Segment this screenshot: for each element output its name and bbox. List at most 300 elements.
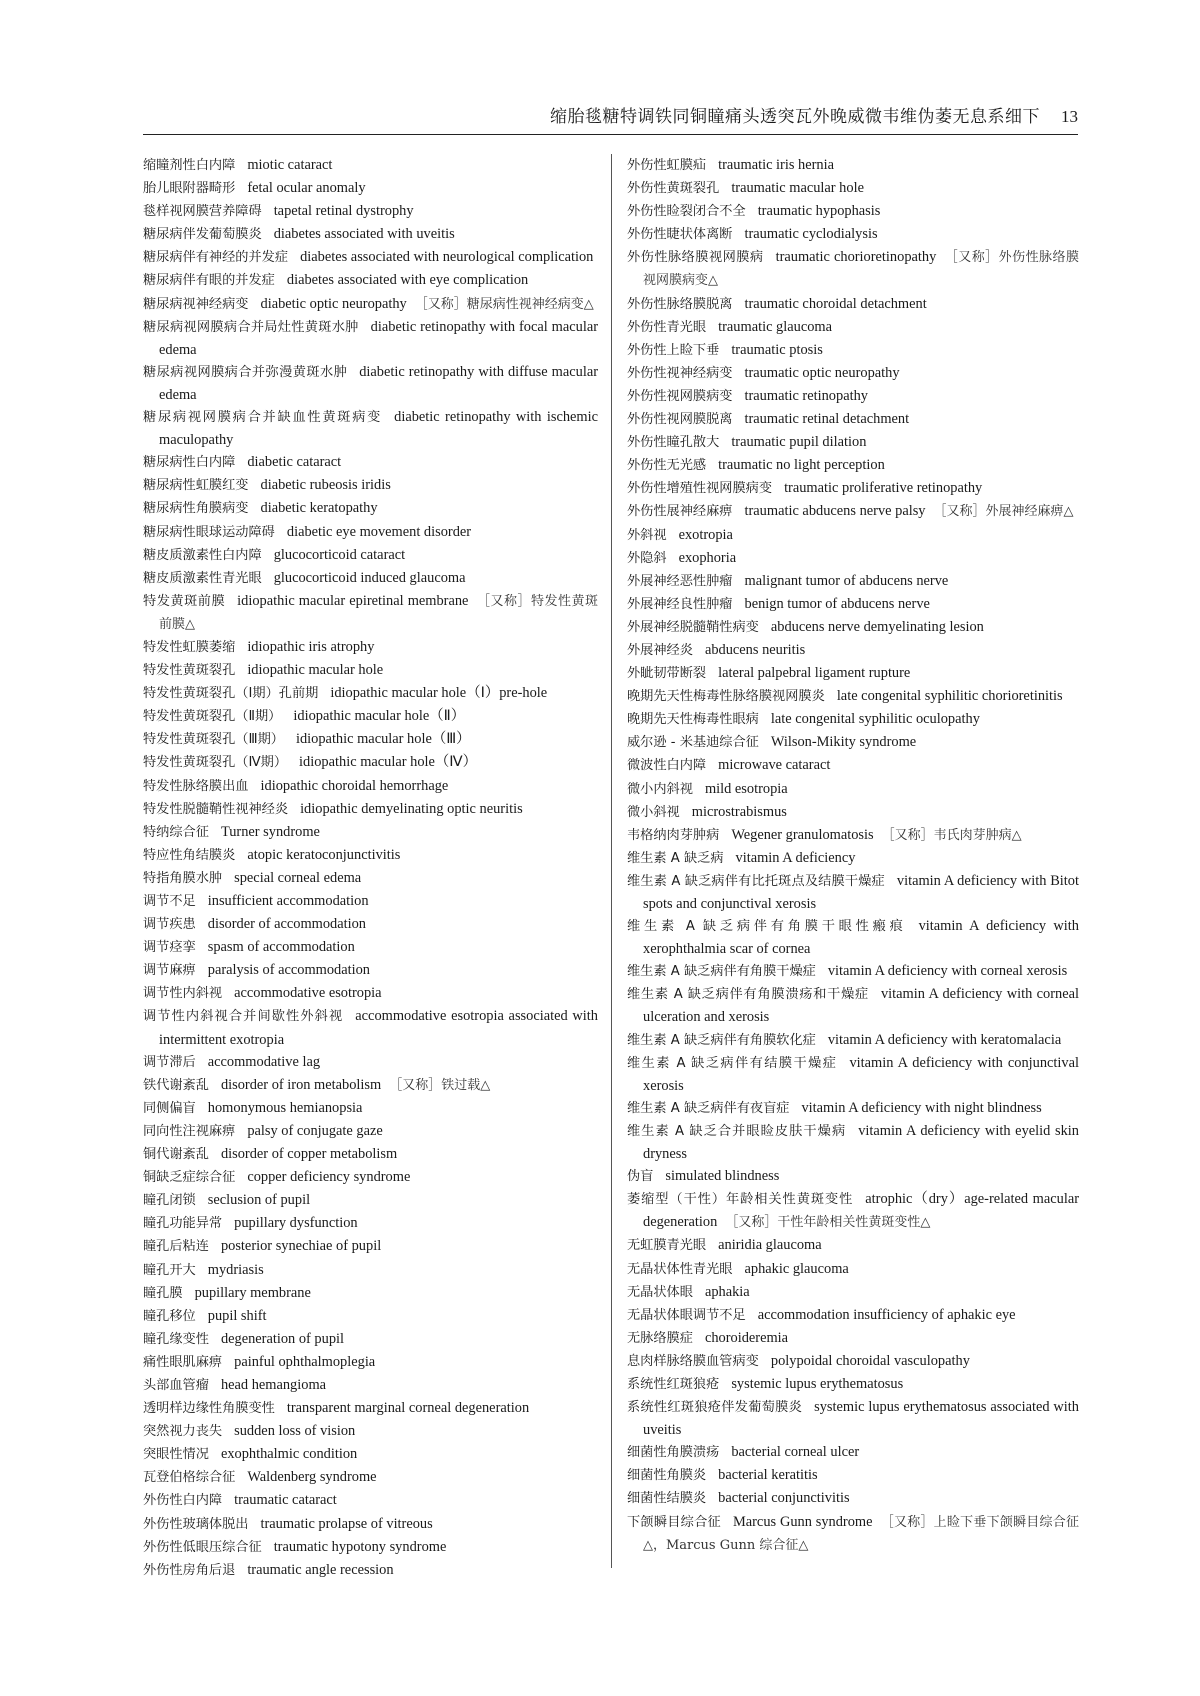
entry-alias: ［又称］上睑下垂下颌瞬目综合征△，Marcus Gunn 综合征△ bbox=[643, 1514, 1080, 1553]
entry-chinese-term: 突眼性情况 bbox=[143, 1447, 209, 1463]
entry-english-term: traumatic angle recession bbox=[247, 1561, 394, 1578]
entry-english-term: traumatic hypophasis bbox=[757, 203, 881, 220]
dictionary-entry bbox=[627, 1304, 1079, 1327]
entry-chinese-term: 无晶状体眼调节不足 bbox=[627, 1307, 746, 1323]
dictionary-entry bbox=[627, 547, 1079, 570]
entry-english-term: vitamin A deficiency with eyelid skin dryness bbox=[643, 1122, 1080, 1163]
entry-chinese-term: 外伤性虹膜疝 bbox=[627, 158, 707, 173]
entry-chinese-term: 维生素 A 缺乏病伴有角膜溃疡和干燥症 bbox=[627, 987, 869, 1003]
dictionary-entry bbox=[627, 593, 1079, 616]
entry-english-term: traumatic chorioretinopathy bbox=[775, 249, 937, 266]
entry-chinese-term: 外展神经恶性肿瘤 bbox=[627, 573, 733, 589]
entry-english-term: seclusion of pupil bbox=[207, 1192, 311, 1209]
dictionary-entry bbox=[627, 778, 1079, 801]
entry-english-term: vitamin A deficiency with corneal ulceration and xerosis bbox=[643, 986, 1079, 1026]
entry-english-term: systemic lupus erythematosus bbox=[731, 1375, 904, 1392]
entry-chinese-term: 糖尿病性角膜病变 bbox=[143, 501, 249, 517]
dictionary-entry bbox=[627, 524, 1079, 547]
entry-chinese-term: 无晶状体眼 bbox=[627, 1284, 693, 1300]
entry-chinese-term: 突然视力丧失 bbox=[143, 1424, 223, 1440]
entry-english-term: idiopathic macular epiretinal membrane bbox=[237, 592, 469, 609]
entry-english-term: atopic keratoconjunctivitis bbox=[247, 846, 401, 863]
dictionary-entry bbox=[143, 406, 598, 451]
entry-chinese-term: 缩瞳剂性白内障 bbox=[143, 158, 236, 173]
entry-english-term: traumatic optic neuropathy bbox=[744, 364, 900, 381]
entry-chinese-term: 铜缺乏症综合征 bbox=[143, 1170, 236, 1186]
entry-english-term: diabetes associated with neurological complication bbox=[300, 249, 594, 266]
dictionary-entry bbox=[627, 1165, 1079, 1188]
dictionary-entry bbox=[143, 821, 598, 844]
entry-english-term: diabetic retinopathy with focal macular edema bbox=[159, 318, 598, 358]
entry-chinese-term: 特发性黄斑裂孔（Ⅱ期） bbox=[143, 709, 282, 725]
entry-chinese-term: 外伤性玻璃体脱出 bbox=[143, 1516, 249, 1532]
entry-alias: ［又称］外展神经麻痹△ bbox=[933, 504, 1074, 520]
entry-english-term: simulated blindness bbox=[665, 1168, 780, 1185]
dictionary-entry bbox=[627, 1464, 1079, 1487]
entry-english-term: diabetic retinopathy with ischemic maculopathy bbox=[159, 409, 599, 449]
entry-english-term: microstrabismus bbox=[691, 803, 787, 820]
dictionary-entry bbox=[143, 200, 598, 223]
dictionary-entry bbox=[143, 544, 598, 567]
entry-chinese-term: 维生素 A 缺乏病伴有角膜干燥症 bbox=[627, 964, 816, 980]
entry-chinese-term: 晚期先天性梅毒性脉络膜视网膜炎 bbox=[627, 689, 825, 705]
entry-chinese-term: 维生素 A 缺乏病伴有结膜干燥症 bbox=[627, 1055, 838, 1071]
dictionary-entry bbox=[627, 708, 1079, 731]
entry-chinese-term: 维生素 A 缺乏病伴有角膜干眼性瘢痕 bbox=[627, 919, 907, 935]
entry-english-term: accommodative esotropia bbox=[234, 985, 382, 1002]
entry-english-term: vitamin A deficiency with conjunctival xerosis bbox=[643, 1054, 1079, 1094]
entry-chinese-term: 瞳孔膜 bbox=[143, 1285, 183, 1301]
dictionary-entry bbox=[143, 246, 598, 269]
dictionary-entry bbox=[143, 890, 598, 913]
entry-alias: ［又称］韦氏肉芽肿病△ bbox=[881, 827, 1022, 843]
entry-english-term: mydriasis bbox=[207, 1261, 264, 1278]
entry-english-term: aphakic glaucoma bbox=[744, 1260, 849, 1277]
entry-chinese-term: 外展神经脱髓鞘性病变 bbox=[627, 619, 759, 635]
dictionary-entry bbox=[627, 154, 1079, 177]
entry-english-term: abducens nerve demyelinating lesion bbox=[770, 618, 984, 635]
dictionary-entry bbox=[143, 497, 598, 520]
entry-chinese-term: 外伤性增殖性视网膜病变 bbox=[627, 481, 773, 497]
dictionary-entry bbox=[627, 500, 1079, 523]
entry-english-term: Waldenberg syndrome bbox=[247, 1469, 377, 1486]
dictionary-entry bbox=[627, 616, 1079, 639]
entry-chinese-term: 外伤性视神经病变 bbox=[627, 365, 733, 381]
dictionary-entry bbox=[143, 361, 598, 406]
dictionary-entry bbox=[143, 316, 598, 361]
entry-english-term: benign tumor of abducens nerve bbox=[744, 595, 930, 612]
dictionary-entry bbox=[627, 1097, 1079, 1120]
entry-chinese-term: 糖尿病性眼球运动障碍 bbox=[143, 524, 275, 540]
entry-chinese-term: 糖尿病伴有眼的并发症 bbox=[143, 273, 275, 289]
entry-english-term: aphakia bbox=[704, 1283, 750, 1300]
entry-chinese-term: 外伤性青光眼 bbox=[627, 319, 707, 335]
entry-english-term: diabetic optic neuropathy bbox=[260, 295, 407, 312]
entry-chinese-term: 瞳孔开大 bbox=[143, 1262, 196, 1278]
dictionary-entry bbox=[143, 1351, 598, 1374]
entry-english-term: microwave cataract bbox=[718, 757, 831, 774]
dictionary-entry bbox=[627, 477, 1079, 500]
dictionary-entry bbox=[143, 705, 598, 728]
dictionary-entry bbox=[627, 223, 1079, 246]
dictionary-entry bbox=[627, 1373, 1079, 1396]
entry-english-term: idiopathic iris atrophy bbox=[247, 638, 375, 655]
entry-chinese-term: 下颌瞬目综合征 bbox=[627, 1514, 721, 1530]
dictionary-entry bbox=[143, 1466, 598, 1489]
entry-chinese-term: 瓦登伯格综合征 bbox=[143, 1470, 236, 1486]
entry-english-term: choroideremia bbox=[704, 1329, 789, 1346]
dictionary-entry bbox=[143, 659, 598, 682]
dictionary-entry bbox=[143, 867, 598, 890]
entry-chinese-term: 外斜视 bbox=[627, 527, 667, 543]
entry-chinese-term: 外伤性上睑下垂 bbox=[627, 342, 720, 358]
dictionary-entry bbox=[143, 1074, 598, 1097]
entry-english-term: traumatic choroidal detachment bbox=[744, 295, 927, 312]
dictionary-entry bbox=[627, 801, 1079, 824]
entry-english-term: Marcus Gunn syndrome bbox=[732, 1513, 873, 1530]
dictionary-entry bbox=[143, 1443, 598, 1466]
dictionary-entry bbox=[143, 1513, 598, 1536]
entry-english-term: traumatic prolapse of vitreous bbox=[260, 1515, 433, 1532]
entry-chinese-term: 外伤性瞳孔散大 bbox=[627, 435, 720, 451]
entry-chinese-term: 外伤性视网膜脱离 bbox=[627, 412, 733, 428]
column-divider bbox=[611, 154, 612, 1568]
entry-english-term: bacterial keratitis bbox=[718, 1467, 818, 1484]
entry-english-term: fetal ocular anomaly bbox=[247, 180, 366, 197]
dictionary-entry bbox=[143, 1282, 598, 1305]
entry-english-term: vitamin A deficiency with corneal xerosis bbox=[827, 963, 1068, 980]
entry-english-term: vitamin A deficiency bbox=[735, 849, 856, 866]
entry-chinese-term: 外展神经炎 bbox=[627, 642, 693, 658]
entry-english-term: traumatic proliferative retinopathy bbox=[784, 480, 983, 497]
dictionary-entry bbox=[143, 1005, 598, 1050]
dictionary-entry bbox=[627, 339, 1079, 362]
dictionary-entry bbox=[627, 1441, 1079, 1464]
entry-english-term: disorder of accommodation bbox=[207, 916, 366, 933]
entry-alias: ［又称］特发性黄斑前膜△ bbox=[159, 593, 598, 632]
entry-english-term: vitamin A deficiency with keratomalacia bbox=[827, 1031, 1062, 1048]
dictionary-entry bbox=[143, 1559, 598, 1582]
dictionary-entry bbox=[143, 1235, 598, 1258]
dictionary-entry bbox=[627, 754, 1079, 777]
dictionary-entry bbox=[627, 824, 1079, 847]
entry-english-term: atrophic（dry）age-related macular degeneration bbox=[643, 1191, 1079, 1231]
entry-english-term: Turner syndrome bbox=[220, 823, 320, 840]
entry-alias: ［又称］干性年龄相关性黄斑变性△ bbox=[725, 1215, 931, 1231]
entry-chinese-term: 特发性脉络膜出血 bbox=[143, 778, 249, 794]
dictionary-entry bbox=[627, 1487, 1079, 1510]
entry-english-term: pupillary dysfunction bbox=[234, 1215, 358, 1232]
dictionary-entry bbox=[143, 1097, 598, 1120]
entry-chinese-term: 细菌性角膜炎 bbox=[627, 1468, 707, 1484]
entry-english-term: palsy of conjugate gaze bbox=[247, 1122, 383, 1139]
dictionary-entry bbox=[627, 870, 1079, 915]
dictionary-entry bbox=[143, 1051, 598, 1074]
dictionary-entry bbox=[143, 636, 598, 659]
entry-alias: ［又称］糖尿病性视神经病变△ bbox=[414, 296, 594, 312]
entry-english-term: accommodative esotropia associated with intermittent exotropia bbox=[159, 1008, 598, 1048]
entry-chinese-term: 瞳孔闭锁 bbox=[143, 1193, 196, 1209]
entry-chinese-term: 外伤性睑裂闭合不全 bbox=[627, 204, 746, 220]
right-column bbox=[627, 154, 1079, 1557]
dictionary-entry bbox=[143, 1166, 598, 1189]
dictionary-entry bbox=[143, 1143, 598, 1166]
entry-english-term: transparent marginal corneal degeneration bbox=[286, 1400, 530, 1417]
entry-chinese-term: 特应性角结膜炎 bbox=[143, 847, 236, 863]
entry-chinese-term: 细菌性角膜溃疡 bbox=[627, 1445, 720, 1461]
entry-chinese-term: 特发性黄斑裂孔（Ⅳ期） bbox=[143, 755, 288, 771]
dictionary-entry bbox=[627, 662, 1079, 685]
entry-english-term: traumatic cyclodialysis bbox=[744, 226, 878, 243]
dictionary-entry bbox=[627, 983, 1079, 1028]
dictionary-entry bbox=[143, 682, 598, 705]
entry-chinese-term: 头部血管瘤 bbox=[143, 1377, 209, 1393]
dictionary-entry bbox=[143, 1397, 598, 1420]
entry-chinese-term: 调节麻痹 bbox=[143, 963, 196, 979]
entry-chinese-term: 韦格纳肉芽肿病 bbox=[627, 827, 720, 843]
entry-english-term: traumatic cataract bbox=[234, 1492, 337, 1509]
entry-english-term: tapetal retinal dystrophy bbox=[273, 203, 414, 220]
dictionary-entry bbox=[143, 223, 598, 246]
dictionary-entry bbox=[627, 316, 1079, 339]
dictionary-entry bbox=[143, 1305, 598, 1328]
entry-chinese-term: 糖尿病视网膜病合并缺血性黄斑病变 bbox=[143, 410, 383, 426]
dictionary-entry bbox=[627, 1396, 1079, 1441]
entry-chinese-term: 特发黄斑前膜 bbox=[143, 593, 226, 609]
dictionary-entry bbox=[143, 1120, 598, 1143]
entry-chinese-term: 调节性内斜视合并间歇性外斜视 bbox=[143, 1009, 344, 1025]
entry-chinese-term: 铁代谢紊乱 bbox=[143, 1077, 209, 1093]
dictionary-entry bbox=[143, 913, 598, 936]
entry-chinese-term: 无脉络膜症 bbox=[627, 1330, 693, 1346]
entry-chinese-term: 调节痉挛 bbox=[143, 940, 196, 956]
entry-chinese-term: 维生素 A 缺乏病 bbox=[627, 850, 724, 866]
dictionary-entry bbox=[143, 451, 598, 474]
entry-english-term: abducens neuritis bbox=[704, 641, 806, 658]
dictionary-entry bbox=[627, 847, 1079, 870]
dictionary-entry bbox=[627, 1052, 1079, 1097]
dictionary-entry bbox=[143, 1374, 598, 1397]
entry-chinese-term: 透明样边缘性角膜变性 bbox=[143, 1401, 275, 1417]
dictionary-entry bbox=[627, 960, 1079, 983]
entry-english-term: exophoria bbox=[678, 549, 737, 566]
dictionary-entry bbox=[143, 1489, 598, 1512]
dictionary-entry bbox=[627, 1188, 1079, 1234]
dictionary-entry bbox=[143, 1420, 598, 1443]
dictionary-entry bbox=[627, 1281, 1079, 1304]
entry-english-term: diabetic eye movement disorder bbox=[286, 523, 472, 540]
entry-english-term: aniridia glaucoma bbox=[718, 1237, 822, 1254]
entry-english-term: disorder of iron metabolism bbox=[220, 1076, 382, 1093]
entry-english-term: systemic lupus erythematosus associated with uveitis bbox=[643, 1399, 1079, 1439]
entry-english-term: homonymous hemianopsia bbox=[207, 1099, 363, 1116]
entry-chinese-term: 外伤性视网膜病变 bbox=[627, 388, 733, 404]
dictionary-entry bbox=[143, 959, 598, 982]
entry-chinese-term: 特发性虹膜萎缩 bbox=[143, 639, 236, 655]
entry-chinese-term: 伪盲 bbox=[627, 1169, 654, 1185]
entry-english-term: spasm of accommodation bbox=[207, 939, 355, 956]
entry-english-term: accommodative lag bbox=[207, 1053, 321, 1070]
entry-chinese-term: 特指角膜水肿 bbox=[143, 870, 223, 886]
dictionary-entry bbox=[627, 177, 1079, 200]
dictionary-entry bbox=[143, 936, 598, 959]
entry-english-term: mild esotropia bbox=[704, 780, 788, 797]
entry-chinese-term: 调节滞后 bbox=[143, 1054, 196, 1070]
entry-chinese-term: 维生素 A 缺乏病伴有比托斑点及结膜干燥症 bbox=[627, 873, 885, 889]
entry-english-term: diabetic keratopathy bbox=[260, 500, 378, 517]
running-header bbox=[143, 98, 1078, 135]
entry-english-term: traumatic ptosis bbox=[731, 341, 823, 358]
entry-chinese-term: 细菌性结膜炎 bbox=[627, 1491, 707, 1507]
entry-english-term: diabetic retinopathy with diffuse macular edema bbox=[159, 363, 599, 403]
entry-english-term: pupil shift bbox=[207, 1307, 267, 1324]
entry-english-term: vitamin A deficiency with Bitot spots and conjunctival xerosis bbox=[643, 872, 1079, 912]
entry-chinese-term: 外伤性脉络膜脱离 bbox=[627, 296, 733, 312]
dictionary-entry bbox=[143, 775, 598, 798]
entry-chinese-term: 铜代谢紊乱 bbox=[143, 1147, 209, 1163]
entry-english-term: insufficient accommodation bbox=[207, 893, 369, 909]
entry-chinese-term: 维生素 A 缺乏病伴有角膜软化症 bbox=[627, 1032, 816, 1048]
dictionary-entry bbox=[143, 751, 598, 774]
entry-english-term: idiopathic macular hole（Ⅰ）pre-hole bbox=[330, 685, 548, 702]
entry-english-term: painful ophthalmoplegia bbox=[234, 1353, 376, 1370]
entry-english-term: idiopathic macular hole bbox=[247, 662, 384, 679]
entry-chinese-term: 特发性黄斑裂孔（Ⅲ期） bbox=[143, 732, 284, 748]
dictionary-entry bbox=[143, 269, 598, 292]
dictionary-entry bbox=[627, 293, 1079, 316]
entry-chinese-term: 糖皮质激素性白内障 bbox=[143, 547, 262, 563]
entry-chinese-term: 调节性内斜视 bbox=[143, 986, 223, 1002]
entry-english-term: accommodation insufficiency of aphakic eye bbox=[757, 1306, 1016, 1323]
entry-chinese-term: 糖尿病伴有神经的并发症 bbox=[143, 250, 289, 266]
dictionary-entry bbox=[143, 567, 598, 590]
entry-english-term: exotropia bbox=[678, 526, 733, 543]
entry-english-term: posterior synechiae of pupil bbox=[220, 1238, 382, 1255]
entry-english-term: disorder of copper metabolism bbox=[220, 1146, 398, 1163]
entry-english-term: idiopathic demyelinating optic neuritis bbox=[300, 800, 523, 817]
entry-chinese-term: 特发性黄斑裂孔（Ⅰ期）孔前期 bbox=[143, 686, 319, 702]
entry-english-term: pupillary membrane bbox=[194, 1284, 311, 1301]
entry-english-term: traumatic macular hole bbox=[731, 180, 864, 197]
entry-chinese-term: 外伤性脉络膜视网膜病 bbox=[627, 250, 764, 266]
dictionary-entry bbox=[143, 1328, 598, 1351]
entry-chinese-term: 特发性脱髓鞘性视神经炎 bbox=[143, 801, 289, 817]
dictionary-entry bbox=[143, 1212, 598, 1235]
dictionary-entry bbox=[143, 590, 598, 636]
entry-english-term: late congenital syphilitic oculopathy bbox=[770, 711, 980, 728]
entry-chinese-term: 特纳综合征 bbox=[143, 824, 209, 840]
entry-chinese-term: 调节不足 bbox=[143, 894, 196, 909]
entry-english-term: traumatic glaucoma bbox=[718, 318, 832, 335]
entry-english-term: degeneration of pupil bbox=[220, 1330, 345, 1347]
entry-chinese-term: 外隐斜 bbox=[627, 550, 667, 566]
entry-english-term: Wilson-Mikity syndrome bbox=[770, 734, 917, 751]
entry-chinese-term: 外伤性展神经麻痹 bbox=[627, 504, 733, 520]
entry-english-term: diabetic rubeosis iridis bbox=[260, 477, 391, 494]
entry-english-term: diabetes associated with uveitis bbox=[273, 226, 455, 243]
dictionary-entry bbox=[627, 246, 1079, 292]
entry-chinese-term: 外伤性黄斑裂孔 bbox=[627, 181, 720, 197]
dictionary-entry bbox=[627, 385, 1079, 408]
entry-chinese-term: 瞳孔后粘连 bbox=[143, 1239, 209, 1255]
dictionary-entry bbox=[627, 454, 1079, 477]
entry-chinese-term: 无晶状体性青光眼 bbox=[627, 1261, 733, 1277]
entry-english-term: lateral palpebral ligament rupture bbox=[718, 665, 911, 682]
entry-english-term: glucocorticoid cataract bbox=[273, 546, 406, 563]
entry-english-term: special corneal edema bbox=[234, 869, 362, 886]
dictionary-entry bbox=[627, 1327, 1079, 1350]
entry-chinese-term: 维生素 A 缺乏合并眼睑皮肤干燥病 bbox=[627, 1123, 847, 1139]
entry-chinese-term: 系统性红斑狼疮 bbox=[627, 1376, 720, 1392]
entry-english-term: traumatic retinopathy bbox=[744, 387, 868, 404]
entry-chinese-term: 外伤性睫状体离断 bbox=[627, 227, 733, 243]
entry-chinese-term: 无虹膜青光眼 bbox=[627, 1238, 707, 1254]
entry-english-term: Wegener granulomatosis bbox=[731, 826, 874, 843]
dictionary-entry bbox=[143, 1189, 598, 1212]
entry-english-term: miotic cataract bbox=[247, 157, 333, 173]
dictionary-entry bbox=[627, 1029, 1079, 1052]
entry-chinese-term: 瞳孔缘变性 bbox=[143, 1331, 209, 1347]
entry-english-term: head hemangioma bbox=[220, 1376, 327, 1393]
dictionary-entry bbox=[627, 915, 1079, 960]
dictionary-entry bbox=[627, 431, 1079, 454]
entry-english-term: exophthalmic condition bbox=[220, 1446, 358, 1463]
dictionary-entry bbox=[143, 728, 598, 751]
entry-chinese-term: 微小斜视 bbox=[627, 804, 680, 820]
dictionary-entry bbox=[627, 1511, 1079, 1557]
entry-english-term: sudden loss of vision bbox=[234, 1423, 356, 1440]
dictionary-entry bbox=[143, 521, 598, 544]
dictionary-entry bbox=[627, 362, 1079, 385]
dictionary-entry bbox=[627, 408, 1079, 431]
entry-english-term: glucocorticoid induced glaucoma bbox=[273, 569, 466, 586]
entry-chinese-term: 外伤性白内障 bbox=[143, 1493, 223, 1509]
entry-chinese-term: 糖尿病视网膜病合并弥漫黄斑水肿 bbox=[143, 364, 348, 380]
page-number: 13 bbox=[1061, 107, 1078, 126]
entry-chinese-term: 息肉样脉络膜血管病变 bbox=[627, 1353, 759, 1369]
entry-english-term: diabetic cataract bbox=[247, 454, 342, 471]
dictionary-entry bbox=[143, 293, 598, 316]
entry-english-term: late congenital syphilitic chorioretinitis bbox=[836, 688, 1063, 705]
entry-english-term: polypoidal choroidal vasculopathy bbox=[770, 1352, 970, 1369]
dictionary-entry bbox=[143, 982, 598, 1005]
entry-english-term: bacterial conjunctivitis bbox=[718, 1490, 850, 1507]
entry-english-term: idiopathic macular hole（Ⅱ） bbox=[293, 708, 466, 725]
entry-chinese-term: 糖尿病性白内障 bbox=[143, 455, 236, 471]
entry-english-term: vitamin A deficiency with xerophthalmia scar of cornea bbox=[643, 918, 1080, 958]
entry-chinese-term: 微波性白内障 bbox=[627, 758, 707, 774]
dictionary-entry bbox=[143, 1536, 598, 1559]
entry-chinese-term: 糖尿病视神经病变 bbox=[143, 296, 249, 312]
entry-chinese-term: 调节疾患 bbox=[143, 917, 196, 933]
dictionary-entry bbox=[143, 474, 598, 497]
entry-english-term: traumatic retinal detachment bbox=[744, 411, 910, 428]
entry-english-term: traumatic hypotony syndrome bbox=[273, 1538, 447, 1555]
entry-english-term: idiopathic macular hole（Ⅲ） bbox=[295, 731, 471, 748]
entry-english-term: traumatic no light perception bbox=[718, 457, 885, 474]
entry-chinese-term: 糖尿病伴发葡萄膜炎 bbox=[143, 227, 262, 243]
dictionary-entry bbox=[143, 154, 598, 177]
entry-english-term: bacterial corneal ulcer bbox=[731, 1444, 860, 1461]
entry-chinese-term: 外伤性无光感 bbox=[627, 458, 707, 474]
entry-chinese-term: 瞳孔移位 bbox=[143, 1308, 196, 1324]
dictionary-entry bbox=[627, 570, 1079, 593]
header-title: 缩胎毯糖特调铁同铜瞳痛头透突瓦外晚威微韦维伪萎无息系细下 bbox=[550, 107, 1040, 127]
entry-english-term: traumatic iris hernia bbox=[718, 157, 835, 173]
dictionary-entry bbox=[143, 1259, 598, 1282]
entry-english-term: idiopathic macular hole（Ⅳ） bbox=[299, 754, 477, 771]
entry-chinese-term: 胎儿眼附器畸形 bbox=[143, 181, 236, 197]
